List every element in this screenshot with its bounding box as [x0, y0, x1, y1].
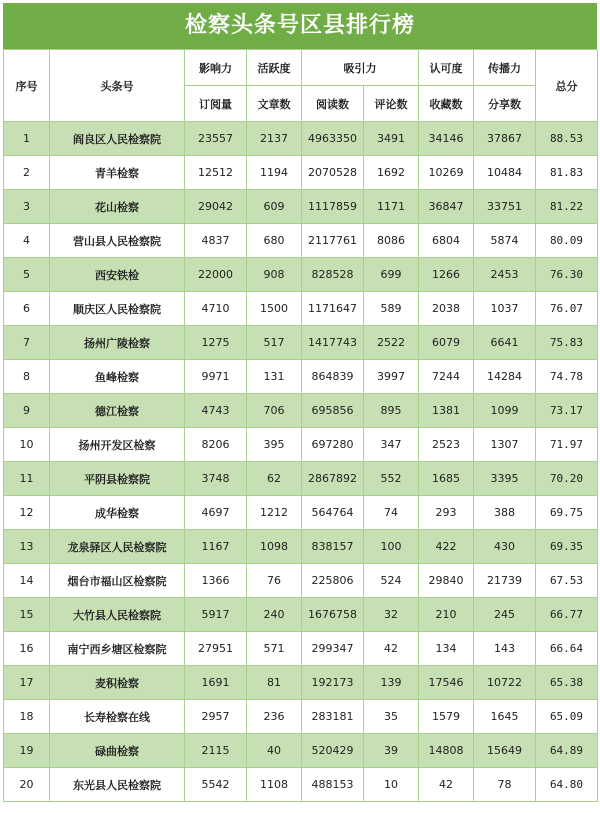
cell-reads: 828528 [302, 258, 364, 292]
cell-favorites: 1579 [419, 700, 474, 734]
cell-favorites: 14808 [419, 734, 474, 768]
cell-articles: 1098 [247, 530, 302, 564]
table-row [4, 734, 598, 768]
table-header [4, 50, 598, 122]
cell-comments: 2522 [364, 326, 419, 360]
cell-articles: 131 [247, 360, 302, 394]
cell-articles: 706 [247, 394, 302, 428]
ranking-document [3, 3, 597, 802]
cell-total: 75.83 [536, 326, 598, 360]
cell-rank: 10 [4, 428, 50, 462]
cell-name: 扬州广陵检察 [50, 326, 185, 360]
cell-comments: 100 [364, 530, 419, 564]
cell-articles: 571 [247, 632, 302, 666]
table-row [4, 394, 598, 428]
header-name: 头条号 [50, 50, 185, 122]
header-favorites: 收藏数 [419, 86, 474, 122]
cell-rank: 13 [4, 530, 50, 564]
cell-subscribers: 2115 [185, 734, 247, 768]
cell-subscribers: 4837 [185, 224, 247, 258]
cell-shares: 5874 [474, 224, 536, 258]
cell-comments: 552 [364, 462, 419, 496]
cell-total: 76.30 [536, 258, 598, 292]
cell-reads: 4963350 [302, 122, 364, 156]
table-row [4, 122, 598, 156]
cell-reads: 697280 [302, 428, 364, 462]
cell-favorites: 293 [419, 496, 474, 530]
cell-comments: 589 [364, 292, 419, 326]
cell-articles: 2137 [247, 122, 302, 156]
cell-total: 65.09 [536, 700, 598, 734]
cell-shares: 15649 [474, 734, 536, 768]
cell-shares: 6641 [474, 326, 536, 360]
cell-subscribers: 23557 [185, 122, 247, 156]
cell-subscribers: 4710 [185, 292, 247, 326]
cell-favorites: 2523 [419, 428, 474, 462]
cell-articles: 908 [247, 258, 302, 292]
cell-favorites: 422 [419, 530, 474, 564]
cell-favorites: 36847 [419, 190, 474, 224]
page-title: 检察头条号区县排行榜 [3, 3, 597, 49]
cell-comments: 35 [364, 700, 419, 734]
cell-reads: 1676758 [302, 598, 364, 632]
cell-articles: 680 [247, 224, 302, 258]
cell-reads: 2117761 [302, 224, 364, 258]
cell-rank: 7 [4, 326, 50, 360]
table-row [4, 292, 598, 326]
table-body [4, 122, 598, 802]
cell-subscribers: 1275 [185, 326, 247, 360]
header-comments: 评论数 [364, 86, 419, 122]
table-row [4, 530, 598, 564]
cell-comments: 74 [364, 496, 419, 530]
cell-articles: 81 [247, 666, 302, 700]
cell-shares: 388 [474, 496, 536, 530]
cell-favorites: 210 [419, 598, 474, 632]
cell-total: 69.35 [536, 530, 598, 564]
cell-rank: 9 [4, 394, 50, 428]
cell-shares: 10484 [474, 156, 536, 190]
ranking-table [3, 49, 598, 802]
table-row [4, 428, 598, 462]
cell-rank: 14 [4, 564, 50, 598]
header-influence: 影响力 [185, 50, 247, 86]
cell-favorites: 29840 [419, 564, 474, 598]
cell-reads: 520429 [302, 734, 364, 768]
cell-reads: 864839 [302, 360, 364, 394]
cell-comments: 10 [364, 768, 419, 802]
cell-name: 西安铁检 [50, 258, 185, 292]
cell-reads: 488153 [302, 768, 364, 802]
cell-name: 大竹县人民检察院 [50, 598, 185, 632]
table-row [4, 632, 598, 666]
cell-reads: 564764 [302, 496, 364, 530]
cell-name: 长寿检察在线 [50, 700, 185, 734]
cell-comments: 1171 [364, 190, 419, 224]
cell-articles: 236 [247, 700, 302, 734]
cell-articles: 240 [247, 598, 302, 632]
header-recognition: 认可度 [419, 50, 474, 86]
cell-favorites: 42 [419, 768, 474, 802]
cell-name: 顺庆区人民检察院 [50, 292, 185, 326]
cell-total: 66.64 [536, 632, 598, 666]
cell-subscribers: 4743 [185, 394, 247, 428]
table-row [4, 190, 598, 224]
cell-favorites: 10269 [419, 156, 474, 190]
cell-shares: 430 [474, 530, 536, 564]
cell-rank: 19 [4, 734, 50, 768]
cell-name: 平阴县检察院 [50, 462, 185, 496]
cell-favorites: 34146 [419, 122, 474, 156]
cell-subscribers: 12512 [185, 156, 247, 190]
table-row [4, 224, 598, 258]
cell-name: 东光县人民检察院 [50, 768, 185, 802]
cell-shares: 1307 [474, 428, 536, 462]
cell-name: 碌曲检察 [50, 734, 185, 768]
cell-subscribers: 2957 [185, 700, 247, 734]
cell-favorites: 6804 [419, 224, 474, 258]
cell-rank: 6 [4, 292, 50, 326]
cell-articles: 517 [247, 326, 302, 360]
cell-comments: 32 [364, 598, 419, 632]
cell-rank: 11 [4, 462, 50, 496]
cell-name: 鱼峰检察 [50, 360, 185, 394]
cell-comments: 524 [364, 564, 419, 598]
table-row [4, 700, 598, 734]
cell-rank: 17 [4, 666, 50, 700]
cell-rank: 20 [4, 768, 50, 802]
cell-articles: 1108 [247, 768, 302, 802]
cell-reads: 1171647 [302, 292, 364, 326]
cell-rank: 5 [4, 258, 50, 292]
header-reads: 阅读数 [302, 86, 364, 122]
cell-shares: 37867 [474, 122, 536, 156]
cell-rank: 18 [4, 700, 50, 734]
cell-name: 青羊检察 [50, 156, 185, 190]
cell-reads: 1117859 [302, 190, 364, 224]
table-row [4, 156, 598, 190]
cell-comments: 3491 [364, 122, 419, 156]
cell-name: 龙泉驿区人民检察院 [50, 530, 185, 564]
header-articles: 文章数 [247, 86, 302, 122]
cell-subscribers: 1167 [185, 530, 247, 564]
cell-articles: 40 [247, 734, 302, 768]
cell-name: 扬州开发区检察 [50, 428, 185, 462]
cell-total: 69.75 [536, 496, 598, 530]
cell-comments: 895 [364, 394, 419, 428]
cell-comments: 699 [364, 258, 419, 292]
cell-shares: 245 [474, 598, 536, 632]
cell-total: 81.83 [536, 156, 598, 190]
table-row [4, 564, 598, 598]
cell-total: 76.07 [536, 292, 598, 326]
cell-articles: 395 [247, 428, 302, 462]
cell-articles: 609 [247, 190, 302, 224]
cell-reads: 2867892 [302, 462, 364, 496]
cell-name: 花山检察 [50, 190, 185, 224]
cell-subscribers: 5917 [185, 598, 247, 632]
cell-comments: 3997 [364, 360, 419, 394]
cell-favorites: 2038 [419, 292, 474, 326]
cell-comments: 8086 [364, 224, 419, 258]
cell-articles: 1212 [247, 496, 302, 530]
cell-comments: 139 [364, 666, 419, 700]
cell-total: 80.09 [536, 224, 598, 258]
cell-name: 麦积检察 [50, 666, 185, 700]
header-total: 总分 [536, 50, 598, 122]
cell-name: 营山县人民检察院 [50, 224, 185, 258]
table-row [4, 666, 598, 700]
header-attraction: 吸引力 [302, 50, 419, 86]
header-shares: 分享数 [474, 86, 536, 122]
cell-rank: 16 [4, 632, 50, 666]
table-row [4, 326, 598, 360]
header-rank: 序号 [4, 50, 50, 122]
cell-name: 南宁西乡塘区检察院 [50, 632, 185, 666]
cell-comments: 347 [364, 428, 419, 462]
cell-rank: 2 [4, 156, 50, 190]
header-activity: 活跃度 [247, 50, 302, 86]
cell-total: 66.77 [536, 598, 598, 632]
cell-reads: 1417743 [302, 326, 364, 360]
cell-name: 德江检察 [50, 394, 185, 428]
cell-total: 74.78 [536, 360, 598, 394]
cell-favorites: 17546 [419, 666, 474, 700]
cell-subscribers: 1366 [185, 564, 247, 598]
cell-favorites: 1685 [419, 462, 474, 496]
cell-favorites: 1381 [419, 394, 474, 428]
cell-subscribers: 8206 [185, 428, 247, 462]
table-row [4, 360, 598, 394]
cell-articles: 1194 [247, 156, 302, 190]
cell-name: 阎良区人民检察院 [50, 122, 185, 156]
cell-reads: 2070528 [302, 156, 364, 190]
cell-shares: 1645 [474, 700, 536, 734]
cell-shares: 21739 [474, 564, 536, 598]
cell-favorites: 1266 [419, 258, 474, 292]
cell-subscribers: 9971 [185, 360, 247, 394]
cell-subscribers: 27951 [185, 632, 247, 666]
cell-rank: 12 [4, 496, 50, 530]
cell-shares: 33751 [474, 190, 536, 224]
cell-name: 成华检察 [50, 496, 185, 530]
cell-shares: 1099 [474, 394, 536, 428]
cell-shares: 143 [474, 632, 536, 666]
cell-shares: 3395 [474, 462, 536, 496]
cell-subscribers: 29042 [185, 190, 247, 224]
cell-total: 67.53 [536, 564, 598, 598]
table-row [4, 258, 598, 292]
cell-articles: 76 [247, 564, 302, 598]
cell-favorites: 6079 [419, 326, 474, 360]
cell-total: 70.20 [536, 462, 598, 496]
cell-reads: 695856 [302, 394, 364, 428]
cell-shares: 14284 [474, 360, 536, 394]
cell-total: 71.97 [536, 428, 598, 462]
cell-rank: 4 [4, 224, 50, 258]
table-row [4, 768, 598, 802]
cell-reads: 299347 [302, 632, 364, 666]
cell-total: 64.89 [536, 734, 598, 768]
table-row [4, 496, 598, 530]
cell-total: 88.53 [536, 122, 598, 156]
cell-comments: 39 [364, 734, 419, 768]
cell-shares: 1037 [474, 292, 536, 326]
cell-subscribers: 22000 [185, 258, 247, 292]
header-subscribers: 订阅量 [185, 86, 247, 122]
cell-name: 烟台市福山区检察院 [50, 564, 185, 598]
table-row [4, 598, 598, 632]
cell-reads: 283181 [302, 700, 364, 734]
cell-reads: 838157 [302, 530, 364, 564]
cell-reads: 192173 [302, 666, 364, 700]
cell-rank: 1 [4, 122, 50, 156]
cell-total: 73.17 [536, 394, 598, 428]
cell-favorites: 134 [419, 632, 474, 666]
cell-total: 65.38 [536, 666, 598, 700]
cell-total: 64.80 [536, 768, 598, 802]
cell-favorites: 7244 [419, 360, 474, 394]
cell-subscribers: 4697 [185, 496, 247, 530]
cell-subscribers: 1691 [185, 666, 247, 700]
cell-shares: 78 [474, 768, 536, 802]
cell-rank: 8 [4, 360, 50, 394]
cell-articles: 62 [247, 462, 302, 496]
cell-shares: 2453 [474, 258, 536, 292]
header-spread: 传播力 [474, 50, 536, 86]
cell-total: 81.22 [536, 190, 598, 224]
cell-articles: 1500 [247, 292, 302, 326]
cell-comments: 42 [364, 632, 419, 666]
cell-subscribers: 3748 [185, 462, 247, 496]
cell-comments: 1692 [364, 156, 419, 190]
cell-shares: 10722 [474, 666, 536, 700]
cell-subscribers: 5542 [185, 768, 247, 802]
cell-rank: 3 [4, 190, 50, 224]
cell-reads: 225806 [302, 564, 364, 598]
table-row [4, 462, 598, 496]
cell-rank: 15 [4, 598, 50, 632]
